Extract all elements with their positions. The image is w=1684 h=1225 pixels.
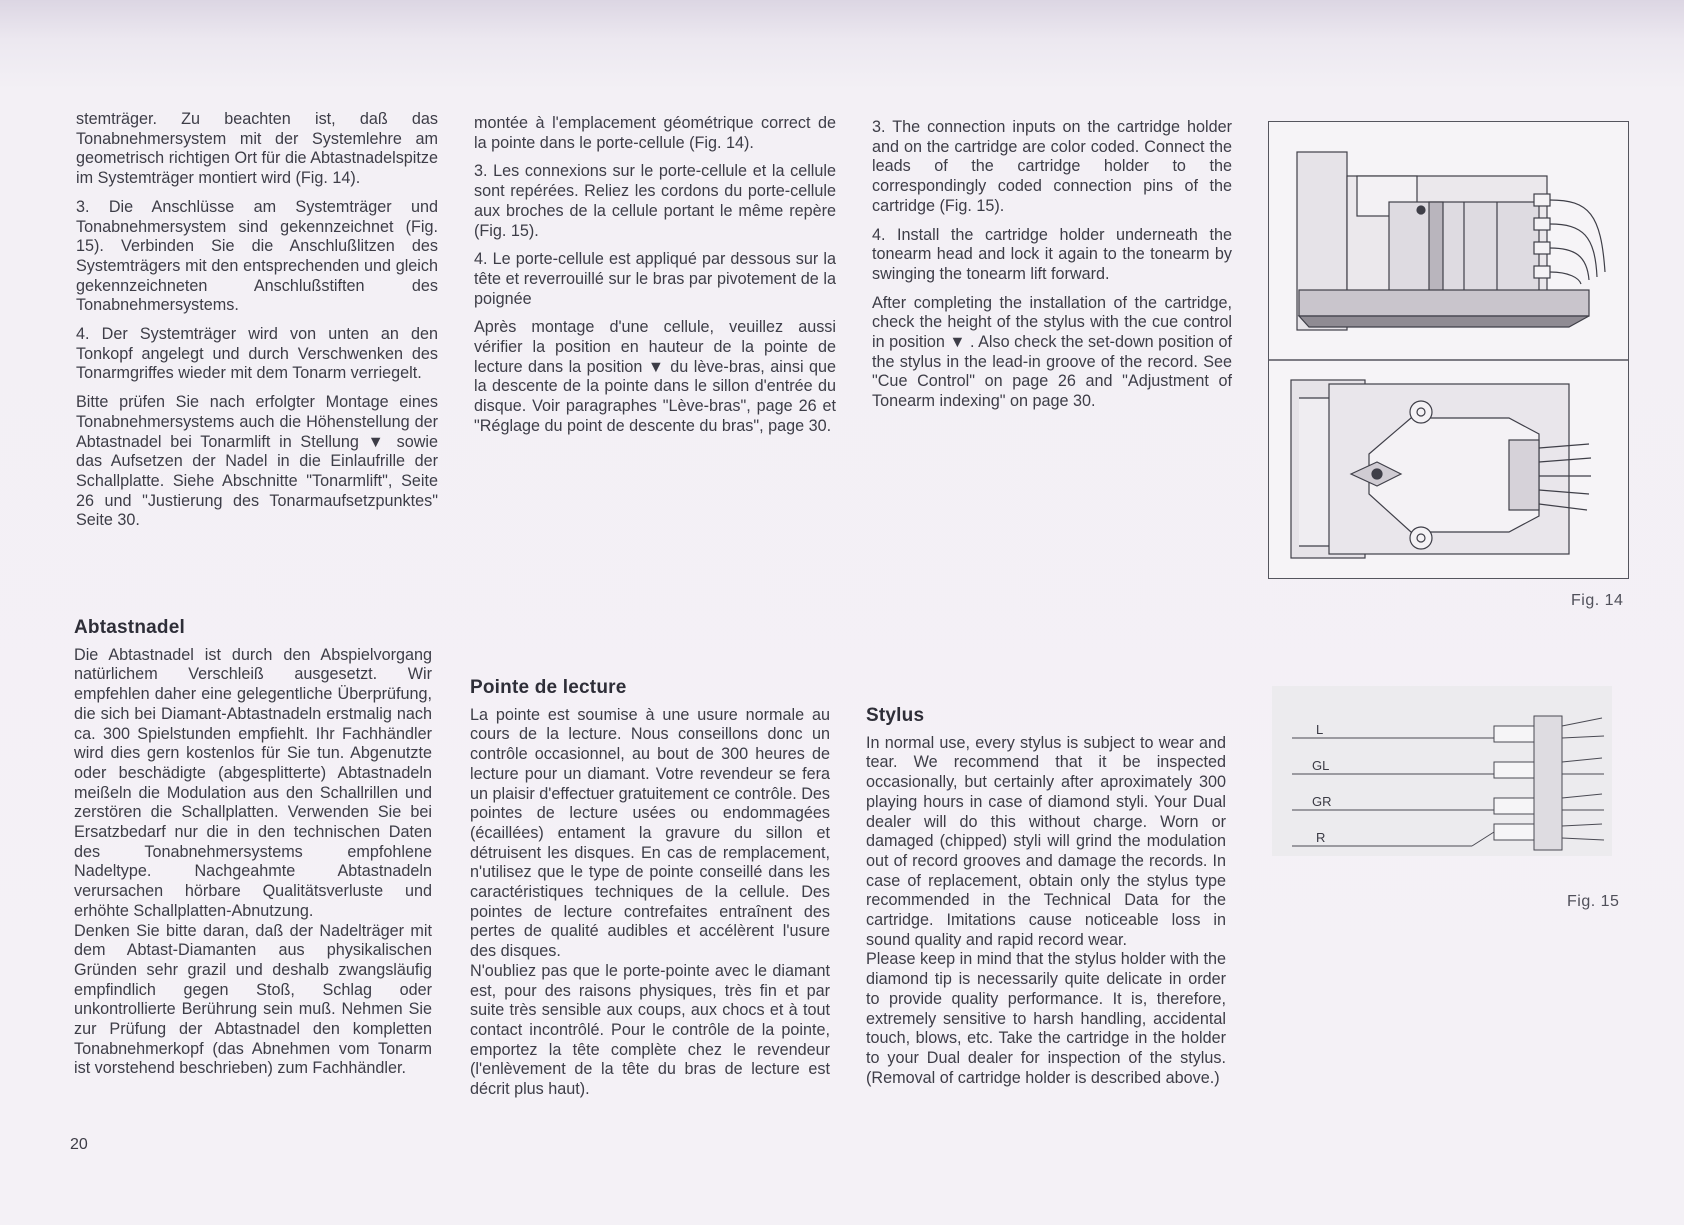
french-intro <box>474 114 836 446</box>
figure-14 <box>1268 121 1629 579</box>
paragraph: stemträger. Zu beachten ist, daß das Tonabnehmersystem mit der Systemlehre am geometrisch richtigen Ort für die Abtastnadelspitze im Systemträger montiert wird (Fig. 14). <box>76 110 438 188</box>
section-heading: Stylus <box>866 705 925 726</box>
figure-caption: Fig. 15 <box>1567 893 1620 910</box>
paragraph: 3. Die Anschlüsse am Systemträger und Tonabnehmersystem sind gekennzeichnet (Fig. 15). Verbinden Sie die Anschlußlitzen des Systemträgers mit den entsprechenden und gleich gekennzeichneten Anschlußstiften des Tonabnehmersystems. <box>76 197 438 315</box>
paragraph: 3. Les connexions sur le porte-cellule et la cellule sont repérées. Reliez les cordons du porte-cellule aux broches de la cellule portant le même repère (Fig. 15). <box>474 162 836 240</box>
section-heading: Pointe de lecture <box>470 677 627 698</box>
german-stylus-section <box>74 618 432 1088</box>
english-intro <box>872 118 1232 421</box>
paragraph: 4. Install the cartridge holder underneath the tonearm head and lock it again to the tonearm by swinging the tonearm lift forward. <box>872 225 1232 283</box>
paragraph: 3. The connection inputs on the cartridge holder and on the cartridge are color coded. Connect the leads of the cartridge holder to the correspondingly coded connection pins of the cartridge (Fig. 15). <box>872 118 1232 215</box>
figure-caption: Fig. 14 <box>1571 592 1624 609</box>
english-stylus-section <box>866 706 1226 1097</box>
paragraph: In normal use, every stylus is subject to wear and tear. We recommend that it be inspected occasionally, but certainly after aproximately 300 playing hours in case of diamond styli. Your Dual dealer will do this without charge. Worn or damaged (chipped) styli will grind the modulation out of record grooves and damage the records. In case of replacement, obtain only the stylus type recommended in the Technical Data for the cartridge. Imitations cause noticeable loss in sound quality and rapid record wear. <box>866 733 1226 949</box>
french-stylus-section <box>470 678 830 1109</box>
paragraph: Die Abtastnadel ist durch den Abspielvorgang natürlichem Verschleiß ausgesetzt. Wir empfehlen daher eine gelegentliche Überprüfung, die sich bei Diamant-Abtastnadeln erstmalig nach ca. 300 Spielstunden empfiehlt. Ihr Fachhändler wird dies gern kostenlos für Sie tun. Abgenutzte oder beschädigte (abgesplitterte) Abtastnadeln meißeln die Modulation aus den Schallrillen und zerstören die Schallplatten. Verwenden Sie bei Ersatzbedarf nur die in den technischen Daten des Tonabnehmersystems empfohlene Nadeltype. Nachgeahmte Abtastnadeln verursachen hörbare Qualitätsverluste und erhöhte Schallplatten-Abnutzung. <box>74 645 432 920</box>
german-intro <box>76 110 438 540</box>
paragraph: 4. Le porte-cellule est appliqué par dessous sur la tête et reverrouillé sur le bras par pivotement de la poignée <box>474 250 836 308</box>
paragraph: Bitte prüfen Sie nach erfolgter Montage eines Tonabnehmersystems auch die Höhenstellung der Abtastnadel bei Tonarmlift in Stellung ▼ sowie das Aufsetzen der Nadel in die Einlaufrille der Schallplatte. Siehe Abschnitte "Tonarmlift", Seite 26 und "Justierung des Tonarmaufsetzpunktes" Seite 30. <box>76 393 438 530</box>
connection-coding-diagram <box>1272 686 1612 856</box>
cartridge-holder-illustration <box>1269 122 1628 578</box>
page-number: 20 <box>70 1136 88 1153</box>
lead-label: L <box>1316 722 1324 737</box>
lead-label: R <box>1316 830 1326 845</box>
lead-label: GL <box>1312 758 1330 773</box>
figure-15 <box>1272 686 1612 856</box>
lead-label: GR <box>1312 794 1332 809</box>
paragraph: La pointe est soumise à une usure normale au cours de la lecture. Nous conseillons donc un contrôle occasionnel, au bout de 300 heures de lecture pour un diamant. Votre revendeur se fera un plaisir d'effectuer gratuitement ce contrôle. Des pointes de lecture usées ou endommagées (écaillées) entament la gravure du sillon et détruisent les disques. En cas de remplacement, n'utilisez que le type de pointe conseillé dans les caractéristiques techniques de la cellule. Des pointes de lecture contrefaites entraînent des pertes de qualité audibles et accélèrent l'usure des disques. <box>470 705 831 961</box>
paragraph: After completing the installation of the cartridge, check the height of the stylus with the cue control in position ▼ . Also check the set-down position of the stylus in the lead-in groove of the record. See "Cue Control" on page 26 and "Adjustment of Tonearm indexing" on page 30. <box>872 293 1232 411</box>
paragraph: Please keep in mind that the stylus holder with the diamond tip is necessarily quite delicate in order to provide quality performance. It is, therefore, extremely sensitive to harsh handling, accidental touch, blows, etc. Take the cartridge in the holder to your Dual dealer for inspection of the stylus. (Removal of cartridge holder is described above.) <box>866 950 1226 1087</box>
paragraph: montée à l'emplacement géométrique correct de la pointe dans le porte-cellule (Fig. 14). <box>474 114 836 152</box>
paragraph: N'oubliez pas que le porte-pointe avec le diamant est, pour des raisons physiques, très fin et par suite très sensible aux coups, aux chocs et à tout contact incontrôlé. Pour le contrôle de la pointe, emportez la tête complète chez le revendeur (l'enlèvement de la tête du bras de lecture est décrit plus haut). <box>470 961 830 1099</box>
section-heading: Abtastnadel <box>74 617 185 638</box>
paragraph: Après montage d'une cellule, veuillez aussi vérifier la position en hauteur de la pointe de lecture dans la position ▼ du lève-bras, ainsi que la descente de la pointe dans le sillon d'entrée du disque. Voir paragraphes "Lève-bras", page 26 et "Réglage du point de descente du bras", page 30. <box>474 318 836 435</box>
paragraph: 4. Der Systemträger wird von unten an den Tonkopf angelegt und durch Verschwenken des Tonarmgriffes wieder mit dem Tonarm verriegelt. <box>76 325 438 383</box>
paragraph: Denken Sie bitte daran, daß der Nadelträger mit dem Abtast-Diamanten aus physikalischen Gründen sehr grazil und deshalb zwangsläufig empfindlich gegen Stoß, Schlag oder unkontrollierte Berührung sein muß. Nehmen Sie zur Prüfung der Abtastnadel den kompletten Tonabnehmerkopf (das Abnehmen vom Tonarm ist vorstehend beschrieben) zum Fachhändler. <box>74 921 432 1078</box>
